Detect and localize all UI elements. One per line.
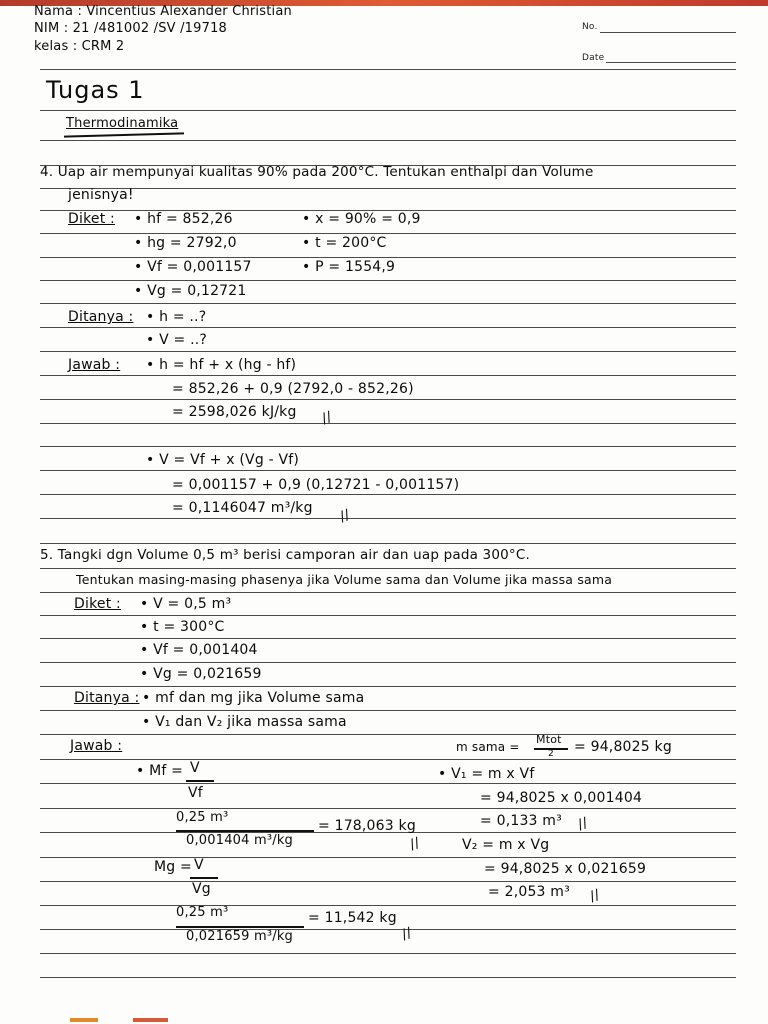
problem4-diket-label: Diket :	[68, 211, 115, 227]
rule-line	[40, 494, 736, 495]
msama-label: m sama =	[456, 740, 520, 754]
msama-result: = 94,8025 kg	[574, 739, 672, 755]
bottom-edge-marks	[70, 1018, 210, 1022]
rule-line	[40, 857, 736, 858]
mg-numerator: V	[194, 857, 204, 873]
rule-line	[40, 568, 736, 569]
problem4-x: • x = 90% = 0,9	[302, 211, 421, 227]
subject-underline	[64, 132, 184, 137]
mg-calc-denominator: 0,021659 m³/kg	[186, 929, 293, 944]
problem4-question-line2: jenisnya!	[68, 187, 134, 203]
problem4-jawab-label: Jawab :	[68, 357, 121, 373]
rule-line	[40, 518, 736, 519]
problem5-question-line1: 5. Tangki dgn Volume 0,5 m³ berisi camporan air dan uap pada 300°C.	[40, 547, 530, 563]
problem5-question-line2: Tentukan masing-masing phasenya jika Volume sama dan Volume jika massa sama	[76, 572, 613, 587]
rule-line	[40, 929, 736, 930]
mg-result: = 11,542 kg	[308, 910, 397, 926]
mf-numerator: V	[190, 760, 200, 776]
v2-result: = 2,053 m³	[488, 884, 570, 900]
problem4-p: • P = 1554,9	[302, 259, 396, 275]
rule-line	[40, 303, 736, 304]
rule-line	[40, 110, 736, 111]
problem4-question-line1: 4. Uap air mempunyai kualitas 90% pada 200°C. Tentukan enthalpi dan Volume	[40, 164, 594, 180]
mf-result: = 178,063 kg	[318, 818, 416, 834]
answer-mark: //	[399, 924, 414, 944]
answer-mark: //	[407, 834, 422, 854]
problem4-ask-v: • V = ..?	[146, 332, 208, 348]
rule-line	[40, 592, 736, 593]
v2-formula: V₂ = m x Vg	[462, 837, 550, 853]
mg-denominator: Vg	[192, 881, 211, 897]
date-label: Date	[582, 53, 605, 63]
rule-line	[40, 423, 736, 424]
rule-line	[40, 69, 736, 70]
student-name: Nama : Vincentius Alexander Christian	[34, 4, 292, 19]
mf-fraction-bar	[186, 780, 214, 782]
rule-line	[40, 881, 736, 882]
rule-line	[40, 470, 736, 471]
rule-line	[40, 233, 736, 234]
msama-denominator: 2	[548, 749, 554, 759]
no-label: No.	[582, 22, 598, 32]
problem4-v-formula: • V = Vf + x (Vg - Vf)	[146, 452, 300, 468]
problem4-ask-h: • h = ..?	[146, 309, 207, 325]
mg-label: Mg =	[154, 859, 192, 875]
problem4-vg: • Vg = 0,12721	[134, 283, 247, 299]
mg-calc-numerator: 0,25 m³	[176, 905, 229, 920]
rule-line	[40, 759, 736, 760]
rule-line	[40, 257, 736, 258]
rule-line	[40, 953, 736, 954]
problem4-hf: • hf = 852,26	[134, 211, 233, 227]
v1-formula: • V₁ = m x Vf	[438, 766, 535, 782]
problem4-t: • t = 200°C	[302, 235, 387, 251]
rule-line	[40, 399, 736, 400]
problem4-v-result: = 0,1146047 m³/kg	[172, 500, 313, 516]
problem5-ask-v: • V₁ dan V₂ jika massa sama	[142, 714, 347, 730]
rule-line	[40, 662, 736, 663]
mf-label: • Mf =	[136, 763, 184, 779]
answer-mark: //	[575, 814, 590, 834]
msama-numerator: Mtot	[536, 733, 562, 746]
v2-substitution: = 94,8025 x 0,021659	[484, 861, 647, 877]
mf-calc-denominator: 0,001404 m³/kg	[186, 833, 293, 848]
rule-line	[40, 188, 736, 189]
v1-substitution: = 94,8025 x 0,001404	[480, 790, 643, 806]
rule-line	[40, 615, 736, 616]
rule-line	[40, 140, 736, 141]
problem5-vf: • Vf = 0,001404	[140, 642, 258, 658]
rule-line	[40, 375, 736, 376]
problem4-h-result: = 2598,026 kJ/kg	[172, 404, 297, 420]
problem4-h-formula: • h = hf + x (hg - hf)	[146, 357, 297, 373]
problem4-ditanya-label: Ditanya :	[68, 309, 134, 325]
problem5-jawab-label: Jawab :	[70, 738, 123, 754]
rule-line	[40, 638, 736, 639]
answer-mark: //	[319, 408, 334, 428]
rule-line	[40, 710, 736, 711]
student-class: kelas : CRM 2	[34, 39, 125, 54]
problem5-ditanya-label: Ditanya :	[74, 690, 140, 706]
mg-fraction-bar	[190, 877, 218, 879]
rule-line	[40, 327, 736, 328]
problem5-ask-m: • mf dan mg jika Volume sama	[142, 690, 365, 706]
no-line	[600, 32, 736, 33]
mf-denominator: Vf	[188, 785, 203, 801]
date-line	[606, 62, 736, 63]
problem5-diket-label: Diket :	[74, 596, 121, 612]
rule-line	[40, 686, 736, 687]
rule-line	[40, 280, 736, 281]
problem4-v-substitution: = 0,001157 + 0,9 (0,12721 - 0,001157)	[172, 477, 460, 493]
student-nim: NIM : 21 /481002 /SV /19718	[34, 21, 228, 36]
mg-calc-fraction-bar	[176, 926, 304, 928]
rule-line	[40, 734, 736, 735]
problem4-vf: • Vf = 0,001157	[134, 259, 252, 275]
problem5-t: • t = 300°C	[140, 619, 225, 635]
rule-line	[40, 808, 736, 809]
rule-line	[40, 446, 736, 447]
subject-title: Thermodinamika	[66, 116, 179, 131]
rule-line	[40, 351, 736, 352]
rule-line	[40, 783, 736, 784]
problem4-h-substitution: = 852,26 + 0,9 (2792,0 - 852,26)	[172, 381, 414, 397]
rule-line	[40, 977, 736, 978]
v1-result: = 0,133 m³	[480, 813, 562, 829]
problem5-vg: • Vg = 0,021659	[140, 666, 262, 682]
answer-mark: //	[337, 506, 352, 526]
rule-line	[40, 543, 736, 544]
rule-line	[40, 905, 736, 906]
page-title: Tugas 1	[46, 76, 145, 104]
mf-calc-fraction-bar	[176, 830, 314, 832]
mf-calc-numerator: 0,25 m³	[176, 810, 229, 825]
problem5-v: • V = 0,5 m³	[140, 596, 232, 612]
problem4-hg: • hg = 2792,0	[134, 235, 237, 251]
answer-mark: //	[587, 886, 602, 906]
